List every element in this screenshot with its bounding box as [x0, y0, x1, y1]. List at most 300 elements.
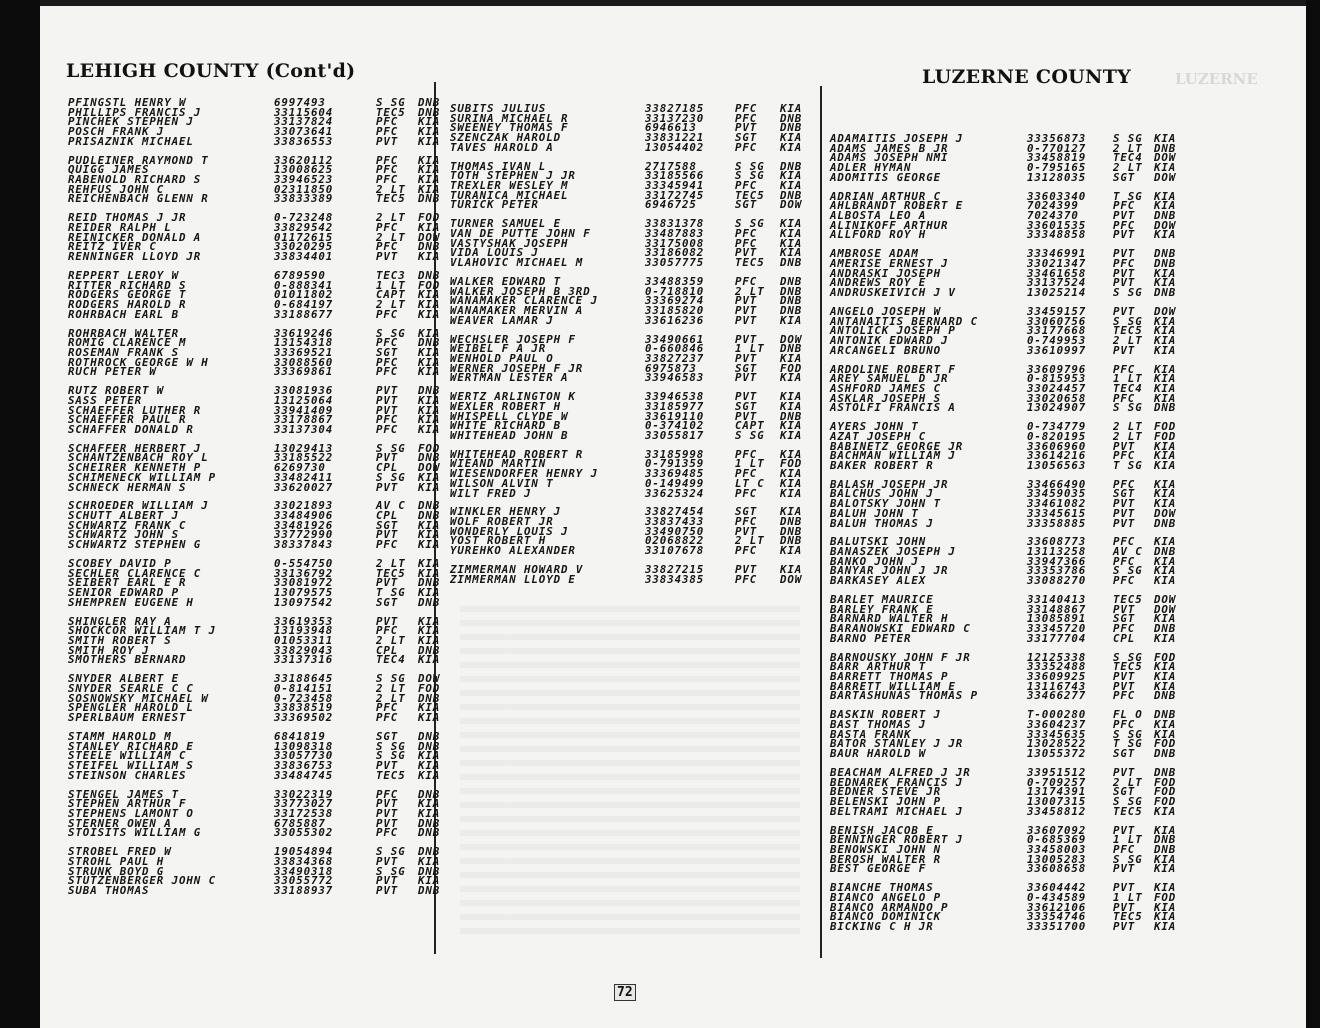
casualty-name: BEROSH WALTER R [830, 852, 942, 866]
casualty-stat: KIA [1154, 189, 1177, 203]
casualty-name: RENNINGER LLOYD JR [68, 250, 202, 263]
casualty-name: ROTHROCK GEORGE W H [68, 355, 209, 369]
casualty-name: SHOCKCOR WILLIAM T J [68, 624, 217, 638]
casualty-ser: 33021893 [274, 499, 334, 513]
casualty-stat: KIA [1154, 266, 1177, 280]
casualty-rank: AV C [1113, 545, 1143, 559]
casualty-rank: PFC [376, 355, 399, 369]
casualty-name: WEAVER LAMAR J [450, 313, 554, 327]
casualty-rank: S SG [1113, 794, 1143, 808]
casualty-name: YOST ROBERT H [450, 534, 547, 548]
casualty-stat: KIA [418, 250, 441, 263]
casualty-rank: PFC [735, 486, 758, 500]
casualty-name: TURNER SAMUEL E [450, 217, 562, 231]
casualty-stat: KIA [418, 749, 441, 763]
casualty-stat: DNB [418, 576, 441, 590]
casualty-ser: 33055817 [645, 428, 705, 442]
casualty-stat: KIA [1154, 228, 1177, 242]
casualty-ser: 13024907 [1027, 401, 1087, 415]
casualty-stat: KIA [1154, 910, 1177, 924]
casualty-rank: PFC [376, 153, 399, 167]
casualty-ser: 33607092 [1027, 823, 1087, 837]
casualty-name: WOLF ROBERT JR [450, 515, 554, 529]
casualty-stat: KIA [418, 470, 441, 484]
casualty-rank: S SG [735, 428, 765, 442]
casualty-name: ASTOLFI FRANCIS A [830, 401, 956, 415]
casualty-ser: 33772990 [274, 528, 334, 542]
casualty-name: SZENCZAK HAROLD [450, 131, 562, 145]
casualty-name: RABENOLD RICHARD S [68, 173, 202, 186]
casualty-name: BANASZEK JOSEPH J [830, 545, 956, 559]
casualty-name: ANTONIK EDWARD J [830, 333, 949, 347]
casualty-rank: S SG [1113, 564, 1143, 578]
casualty-rank: PVT [376, 384, 399, 398]
casualty-name: TREXLER WESLEY M [450, 179, 569, 192]
casualty-ser: 33827215 [645, 563, 705, 576]
casualty-stat: KIA [1154, 554, 1177, 568]
casualty-stat: KIA [418, 711, 441, 724]
casualty-stat: KIA [1154, 487, 1177, 501]
casualty-rank: 1 LT [1113, 833, 1143, 847]
casualty-ser: 33345720 [1027, 622, 1087, 636]
casualty-rank: PFC [735, 544, 758, 558]
casualty-name: RUTZ ROBERT W [68, 384, 165, 398]
casualty-ser: 33458819 [1027, 151, 1087, 165]
casualty-ser: 33345635 [1027, 727, 1087, 741]
casualty-rank: PFC [735, 111, 758, 125]
casualty-name: SURINA MICHAEL R [450, 111, 569, 125]
casualty-rank: FL O [1113, 708, 1143, 722]
casualty-name: ASHFORD JAMES C [830, 381, 942, 395]
casualty-rank: PVT [376, 480, 399, 494]
casualty-ser: 33604442 [1027, 881, 1087, 895]
casualty-rank: PVT [1113, 247, 1136, 261]
casualty-ser: 0-685369 [1027, 833, 1087, 847]
casualty-name: WEXLER ROBERT H [450, 399, 562, 413]
casualty-rank: TEC4 [376, 653, 406, 667]
casualty-rank: 2 LT [376, 182, 406, 196]
casualty-ser: 33107678 [645, 544, 705, 558]
casualty-stat: KIA [418, 326, 441, 340]
casualty-ser: 33827185 [645, 102, 705, 115]
casualty-rank: SGT [376, 345, 399, 359]
casualty-ser: 13028522 [1027, 737, 1087, 751]
casualty-ser: 33608658 [1027, 862, 1087, 876]
casualty-rank: PFC [1113, 535, 1136, 549]
casualty-name: SCHANTZENBACH ROY L [68, 451, 209, 465]
casualty-rank: SGT [735, 399, 758, 413]
casualty-ser: 33137824 [274, 115, 334, 129]
casualty-name: BACHMAN WILLIAM J [830, 449, 956, 463]
casualty-name: TAVES HAROLD A [450, 140, 554, 154]
casualty-rank: 1 LT [735, 342, 765, 356]
casualty-rank: PVT [376, 134, 399, 148]
casualty-stat: KIA [780, 371, 803, 385]
column-divider-2 [820, 86, 822, 958]
casualty-rank: TEC4 [1113, 381, 1143, 395]
casualty-name: BENNINGER ROBERT J [830, 833, 964, 847]
casualty-rank: SGT [376, 595, 399, 609]
casualty-stat: KIA [1154, 535, 1177, 549]
casualty-stat: DNB [1154, 516, 1177, 530]
casualty-name: SWEENEY THOMAS F [450, 121, 569, 135]
casualty-name: STROBEL FRED W [68, 845, 172, 859]
casualty-name: VASTYSHAK JOSEPH [450, 236, 569, 250]
casualty-ser: 33351700 [1027, 919, 1087, 933]
casualty-stat: DNB [418, 739, 441, 753]
casualty-stat: KIA [418, 153, 441, 167]
casualty-ser: 33057730 [274, 749, 334, 763]
casualty-ser: 0-660846 [645, 342, 705, 356]
casualty-ser: 33616236 [645, 313, 705, 327]
casualty-ser: 6785887 [274, 816, 326, 830]
casualty-stat: KIA [1154, 852, 1177, 866]
casualty-name: BENISH JACOB E [830, 823, 934, 837]
casualty-rank: AV C [376, 499, 406, 513]
casualty-name: BARLET MAURICE [830, 593, 934, 606]
casualty-rank: PFC [376, 220, 399, 234]
casualty-stat: DNB [780, 274, 803, 288]
casualty-ser: 33346991 [1027, 247, 1087, 261]
casualty-name: STEIFEL WILLIAM S [68, 758, 194, 772]
casualty-ser: 33466490 [1027, 477, 1087, 491]
casualty-name: TURICK PETER [450, 198, 539, 212]
left-county-header: LEHIGH COUNTY (Cont'd) [66, 60, 356, 82]
casualty-name: STEPHENS LAMONT O [68, 806, 194, 820]
casualty-ser: 33177668 [1027, 324, 1087, 338]
casualty-name: STERNER OWEN A [68, 816, 172, 830]
casualty-stat: KIA [418, 393, 441, 407]
casualty-name: BARTASHUNAS THOMAS P [830, 689, 979, 703]
casualty-name: WHITEHEAD ROBERT R [450, 447, 584, 461]
casualty-name: SPENGLER HAROLD L [68, 701, 194, 715]
casualty-ser: 33459157 [1027, 304, 1087, 318]
casualty-rank: PVT [376, 576, 399, 590]
casualty-ser: 33482411 [274, 470, 334, 484]
casualty-rank: T SG [1113, 458, 1143, 472]
casualty-name: RUCH PETER W [68, 365, 157, 379]
casualty-rank: PVT [376, 250, 399, 263]
casualty-name: SMITH ROBERT S [68, 634, 172, 647]
casualty-ser: 13097542 [274, 595, 334, 609]
casualty-rank: PFC [735, 447, 758, 461]
casualty-rank: TEC5 [1113, 910, 1143, 924]
casualty-name: SOSNOWSKY MICHAEL W [68, 691, 209, 705]
casualty-rank: PFC [735, 274, 758, 288]
casualty-rank: PFC [1113, 477, 1136, 491]
casualty-ser: 33610997 [1027, 343, 1087, 357]
casualty-name: ALINIKOFF ARTHUR [830, 218, 949, 232]
casualty-name: SPERLBAUM ERNEST [68, 711, 187, 724]
casualty-rank: 2 LT [376, 681, 406, 695]
casualty-name: WILSON ALVIN T [450, 476, 554, 490]
casualty-rank: PVT [735, 294, 758, 308]
casualty-stat: DNB [418, 826, 441, 840]
casualty-ser: 33185820 [645, 303, 705, 317]
casualty-name: STEPHEN ARTHUR F [68, 797, 187, 811]
casualty-name: SNYDER SEARLE C C [68, 681, 194, 695]
casualty-stat: KIA [1154, 631, 1177, 645]
casualty-name: REID THOMAS J JR [68, 211, 187, 225]
casualty-name: RODGERS GEORGE T [68, 288, 187, 302]
casualty-rank: 2 LT [376, 297, 406, 311]
casualty-ser: 33115604 [274, 105, 334, 119]
casualty-rank: PVT [1113, 228, 1136, 242]
casualty-stat: KIA [418, 624, 441, 638]
casualty-name: BABINETZ GEORGE JR [830, 439, 964, 453]
casualty-name: SCHAFFER HERBERT J [68, 441, 202, 455]
casualty-name: WENHOLD PAUL O [450, 351, 554, 365]
casualty-ser: 33188937 [274, 883, 334, 897]
casualty-name: STRUNK BOYD G [68, 864, 165, 878]
casualty-rank: S SG [376, 739, 406, 753]
casualty-ser: 33773027 [274, 797, 334, 811]
casualty-stat: KIA [780, 476, 803, 490]
casualty-name: SCHWARTZ STEPHEN G [68, 538, 202, 552]
casualty-rank: 2 LT [1113, 141, 1143, 155]
casualty-ser: 0-795165 [1027, 161, 1087, 175]
casualty-stat: FOD [1154, 775, 1177, 789]
casualty-ser: 33137230 [645, 111, 705, 125]
casualty-stat: KIA [1154, 823, 1177, 837]
casualty-name: ADAMS JOSEPH NMI [830, 151, 949, 165]
casualty-stat: DOW [1154, 304, 1177, 318]
casualty-ser: 0-684197 [274, 297, 334, 311]
casualty-stat: FOD [1154, 890, 1177, 904]
casualty-rank: SGT [1113, 487, 1136, 501]
casualty-stat: KIA [1154, 458, 1177, 472]
casualty-ser: 33020658 [1027, 391, 1087, 405]
casualty-ser: 33834368 [274, 854, 334, 868]
casualty-rank: 2 LT [376, 211, 406, 225]
casualty-rank: TEC5 [735, 188, 765, 202]
casualty-ser: 0-723248 [274, 211, 334, 225]
casualty-ser: 33020295 [274, 240, 334, 254]
casualty-stat: KIA [418, 566, 441, 580]
casualty-ser: 33345615 [1027, 506, 1087, 520]
casualty-rank: PVT [1113, 266, 1136, 280]
casualty-ser: 13113258 [1027, 545, 1087, 559]
casualty-stat: KIA [1154, 372, 1177, 386]
casualty-stat: KIA [1154, 727, 1177, 741]
casualty-rank: PVT [1113, 497, 1136, 511]
casualty-ser: 0-791359 [645, 457, 705, 471]
casualty-name: REINICKER DONALD A [68, 230, 202, 244]
casualty-ser: 33625324 [645, 486, 705, 500]
casualty-ser: 13054402 [645, 140, 705, 154]
casualty-stat: KIA [780, 169, 803, 183]
casualty-stat: DNB [780, 121, 803, 135]
casualty-ser: 33352488 [1027, 660, 1087, 674]
casualty-name: STAMM HAROLD M [68, 729, 172, 743]
casualty-rank: PVT [1113, 506, 1136, 520]
casualty-stat: KIA [1154, 881, 1177, 895]
casualty-rank: PVT [1113, 209, 1136, 222]
casualty-stat: KIA [418, 345, 441, 359]
casualty-ser: 6841819 [274, 729, 326, 743]
casualty-rank: TEC5 [376, 192, 406, 206]
casualty-stat: KIA [418, 480, 441, 494]
casualty-ser: 33951512 [1027, 765, 1087, 779]
casualty-stat: DNB [418, 451, 441, 465]
casualty-rank: 1 LT [376, 278, 406, 292]
casualty-name: SCHUTT ALBERT J [68, 509, 180, 523]
casualty-rank: 1 LT [1113, 890, 1143, 904]
casualty-name: WERTMAN LESTER A [450, 371, 569, 385]
casualty-ser: 0-734779 [1027, 420, 1087, 434]
casualty-name: STENGEL JAMES T [68, 787, 180, 801]
casualty-ser: 13005283 [1027, 852, 1087, 866]
casualty-name: BATOR STANLEY J JR [830, 737, 964, 751]
casualty-name: SMOTHERS BERNARD [68, 653, 187, 667]
casualty-ser: 33188645 [274, 672, 334, 686]
casualty-rank: S SG [376, 96, 406, 109]
casualty-ser: 33358885 [1027, 516, 1087, 530]
casualty-rank: PVT [376, 403, 399, 417]
casualty-rank: PFC [1113, 256, 1136, 270]
casualty-stat: DNB [780, 294, 803, 308]
casualty-stat: DNB [780, 409, 803, 423]
casualty-name: WHITEHEAD JOHN B [450, 428, 569, 442]
casualty-rank: PFC [1113, 554, 1136, 568]
casualty-stat: KIA [1154, 314, 1177, 328]
casualty-rank: PVT [735, 246, 758, 260]
casualty-name: BARNARD WALTER H [830, 612, 949, 626]
casualty-name: ANDRUSKEIVICH J V [830, 286, 956, 299]
casualty-rank: PVT [1113, 765, 1136, 779]
casualty-stat: FOD [1154, 737, 1177, 751]
casualty-ser: 33356873 [1027, 132, 1087, 145]
casualty-name: ADRIAN ARTHUR C [830, 189, 942, 203]
casualty-rank: PVT [1113, 823, 1136, 837]
casualty-stat: KIA [780, 505, 803, 519]
casualty-stat: DOW [1154, 506, 1177, 520]
casualty-stat: KIA [780, 428, 803, 442]
casualty-ser: 01011802 [274, 288, 334, 302]
casualty-name: BEDNAREK FRANCIS J [830, 775, 964, 789]
casualty-ser: 33836553 [274, 134, 334, 148]
casualty-ser: 13025214 [1027, 286, 1087, 299]
casualty-name: TURANICA MICHAEL [450, 188, 569, 202]
casualty-ser: 33490661 [645, 332, 705, 346]
casualty-stat: KIA [780, 486, 803, 500]
casualty-name: SHEMPREN EUGENE H [68, 595, 194, 609]
casualty-stat: KIA [418, 806, 441, 820]
casualty-ser: 33834385 [645, 572, 705, 586]
casualty-stat: KIA [418, 854, 441, 868]
casualty-rank: PFC [376, 163, 399, 177]
casualty-stat: KIA [418, 701, 441, 715]
casualty-name: WIEAND MARTIN [450, 457, 547, 471]
casualty-stat: KIA [780, 399, 803, 413]
casualty-name: BANYAR JOHN J JR [830, 564, 949, 578]
casualty-ser: 33946523 [274, 173, 334, 186]
casualty-name: BARR ARTHUR T [830, 660, 927, 674]
casualty-name: POSCH FRANK J [68, 125, 165, 139]
casualty-stat: KIA [1154, 660, 1177, 674]
casualty-rank: TEC5 [735, 256, 765, 269]
casualty-ser: 33024457 [1027, 381, 1087, 395]
casualty-stat: DOW [1154, 170, 1177, 184]
casualty-rank: PFC [376, 711, 399, 724]
casualty-rank: PFC [735, 515, 758, 529]
casualty-name: SCHAFFER DONALD R [68, 422, 194, 436]
casualty-ser: 33060756 [1027, 314, 1087, 328]
casualty-rank: PFC [735, 572, 758, 586]
casualty-name: BIANCHE THOMAS [830, 881, 934, 895]
casualty-rank: 2 LT [1113, 775, 1143, 789]
casualty-name: SECHLER CLARENCE C [68, 566, 202, 580]
casualty-stat: DNB [418, 787, 441, 801]
casualty-rank: PFC [376, 307, 399, 321]
casualty-name: WANAMAKER CLARENCE J [450, 294, 599, 308]
scan-border-left [0, 0, 40, 1028]
casualty-rank: T SG [1113, 189, 1143, 203]
casualty-stat: FOD [1154, 420, 1177, 434]
casualty-name: ADOMITIS GEORGE [830, 170, 942, 184]
casualty-ser: 33620112 [274, 153, 334, 167]
casualty-stat: KIA [418, 557, 441, 570]
casualty-name: SCHROEDER WILLIAM J [68, 499, 209, 513]
casualty-rank: PVT [376, 883, 399, 897]
casualty-rank: PFC [376, 422, 399, 436]
casualty-stat: KIA [780, 351, 803, 365]
casualty-rank: S SG [376, 845, 406, 859]
casualty-stat: DNB [418, 105, 441, 119]
casualty-name: BIANCO ANGELO P [830, 890, 942, 904]
casualty-rank: PVT [735, 390, 758, 404]
casualty-rank: PFC [735, 140, 758, 154]
casualty-rank: PVT [735, 313, 758, 327]
casualty-rank: PFC [735, 236, 758, 250]
casualty-rank: TEC5 [376, 105, 406, 119]
casualty-stat: DNB [418, 864, 441, 878]
casualty-ser: 33088270 [1027, 574, 1087, 588]
casualty-ser: 13193948 [274, 624, 334, 638]
casualty-rank: PFC [1113, 574, 1136, 588]
casualty-stat: KIA [418, 413, 441, 427]
casualty-rank: PFC [376, 624, 399, 638]
casualty-name: BIANCO ARMANDO P [830, 900, 949, 914]
casualty-name: BIANCO DOMINICK [830, 910, 942, 924]
casualty-rank: SGT [735, 198, 758, 212]
casualty-rank: S SG [1113, 314, 1143, 328]
casualty-ser: 33177704 [1027, 631, 1087, 645]
casualty-name: RITTER RICHARD S [68, 278, 187, 292]
casualty-ser: 33148867 [1027, 602, 1087, 616]
casualty-ser: 33829542 [274, 220, 334, 234]
casualty-name: BARKASEY ALEX [830, 574, 927, 588]
casualty-ser: 33487883 [645, 226, 705, 240]
casualty-rank: PVT [376, 451, 399, 465]
casualty-stat: KIA [418, 365, 441, 379]
casualty-stat: DOW [1154, 151, 1177, 165]
casualty-rank: 2 LT [1113, 161, 1143, 175]
casualty-ser: 33838519 [274, 701, 334, 715]
casualty-name: SCHNECK HERMAN S [68, 480, 187, 494]
casualty-ser: 33458812 [1027, 804, 1087, 818]
casualty-stat: FOD [418, 211, 441, 225]
casualty-rank: S SG [1113, 852, 1143, 866]
casualty-rank: PFC [1113, 717, 1136, 731]
casualty-stat: DNB [418, 883, 441, 897]
casualty-ser: 33604237 [1027, 717, 1087, 731]
casualty-ser: 33140413 [1027, 593, 1087, 606]
casualty-name: SCHIMENECK WILLIAM P [68, 470, 217, 484]
casualty-rank: SGT [376, 518, 399, 532]
casualty-rank: S SG [1113, 650, 1143, 664]
casualty-ser: 33345941 [645, 179, 705, 192]
